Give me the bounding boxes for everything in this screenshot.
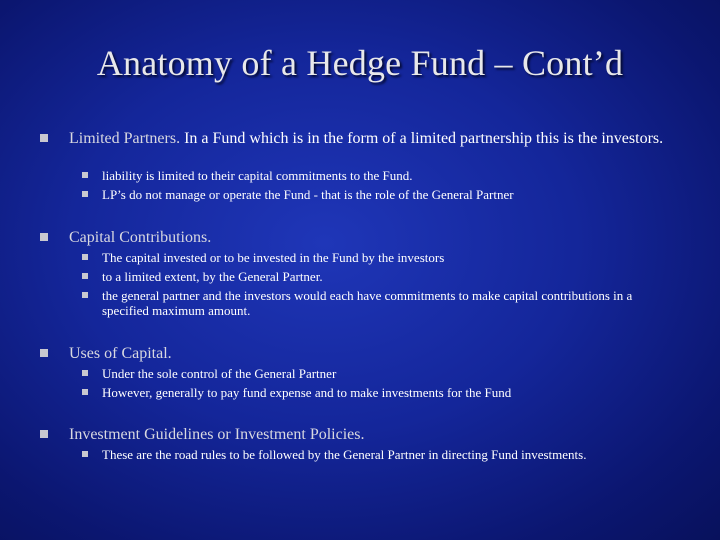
sub-bullet-text: liability is limited to their capital commitments to the Fund. bbox=[102, 168, 413, 183]
slide-title: Anatomy of a Hedge Fund – Cont’d bbox=[96, 43, 624, 83]
bullet-lead: Uses of Capital. bbox=[69, 345, 172, 362]
square-bullet-icon bbox=[40, 349, 48, 357]
bullet-text bbox=[69, 345, 669, 362]
square-bullet-icon bbox=[82, 254, 88, 260]
bullet-text bbox=[69, 426, 669, 443]
sub-bullet-text: The capital invested or to be invested in the Fund by the investors bbox=[102, 250, 445, 265]
square-bullet-icon bbox=[82, 292, 88, 298]
sub-bullet-text: These are the road rules to be followed by the General Partner in directing Fund investments. bbox=[102, 447, 587, 462]
bullet-lead: Investment Guidelines or Investment Policies. bbox=[69, 426, 365, 443]
bullet-lead: Capital Contributions. bbox=[69, 229, 212, 246]
square-bullet-icon bbox=[82, 389, 88, 395]
square-bullet-icon bbox=[82, 191, 88, 197]
sub-bullet-text: the general partner and the investors would each have commitments to make capital contributions in a specified maximum amount. bbox=[102, 288, 633, 318]
bullet-text bbox=[69, 130, 669, 147]
bullet-text bbox=[69, 229, 669, 246]
square-bullet-icon bbox=[82, 273, 88, 279]
sub-bullet-text: However, generally to pay fund expense and to make investments for the Fund bbox=[102, 385, 512, 400]
bullet-body: In a Fund which is in the form of a limited partnership this is the investors. bbox=[180, 130, 664, 147]
square-bullet-icon bbox=[82, 172, 88, 178]
sub-bullet-text: Under the sole control of the General Partner bbox=[102, 366, 337, 381]
square-bullet-icon bbox=[82, 370, 88, 376]
square-bullet-icon bbox=[40, 233, 48, 241]
square-bullet-icon bbox=[82, 451, 88, 457]
sub-bullet-text: to a limited extent, by the General Partner. bbox=[102, 269, 323, 284]
square-bullet-icon bbox=[40, 430, 48, 438]
square-bullet-icon bbox=[40, 134, 48, 142]
bullet-lead: Limited Partners. bbox=[69, 130, 181, 147]
sub-bullet-text: LP’s do not manage or operate the Fund - that is the role of the General Partner bbox=[102, 187, 514, 202]
